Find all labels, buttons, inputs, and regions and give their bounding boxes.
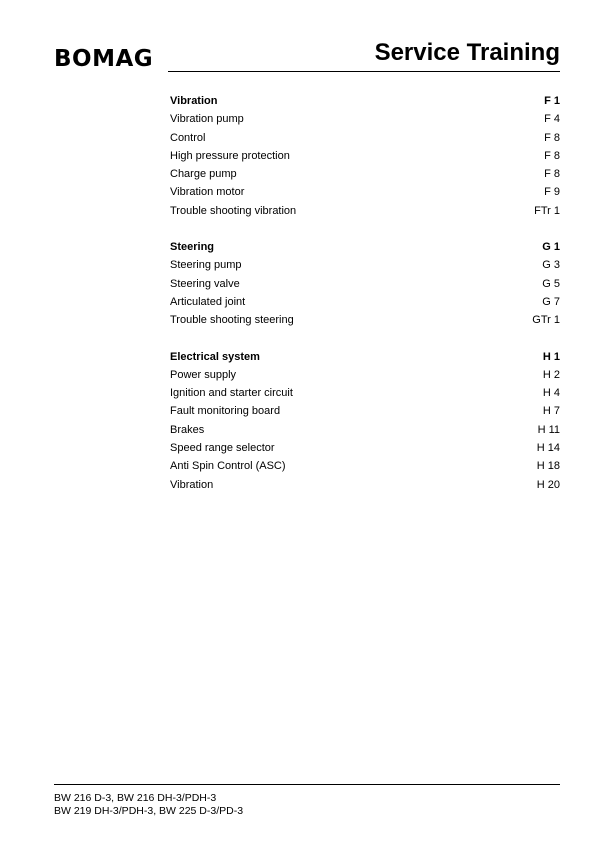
toc-entry-page: H 11 bbox=[537, 423, 560, 436]
toc-section-electrical bbox=[170, 348, 560, 494]
footer-divider bbox=[54, 784, 560, 785]
toc-entry-label: Vibration motor bbox=[170, 186, 245, 199]
toc-entry-page: F 4 bbox=[544, 113, 560, 126]
toc-heading-label: Steering bbox=[170, 241, 215, 254]
toc-entry-page: G 3 bbox=[542, 259, 560, 272]
toc-entry-page: FTr 1 bbox=[534, 204, 560, 217]
toc-entry-label: Steering pump bbox=[170, 259, 242, 272]
toc-entry-label: Trouble shooting steering bbox=[170, 314, 294, 327]
toc-entry[interactable] bbox=[170, 183, 560, 201]
toc-entry[interactable] bbox=[170, 457, 560, 475]
toc-heading[interactable] bbox=[170, 348, 560, 366]
toc-entry[interactable] bbox=[170, 402, 560, 420]
toc-entry[interactable] bbox=[170, 421, 560, 439]
footer-models bbox=[54, 792, 243, 817]
toc-entry-page: H 20 bbox=[536, 478, 560, 491]
toc-entry-label: Articulated joint bbox=[170, 295, 246, 308]
toc-heading-label: Electrical system bbox=[170, 350, 260, 363]
toc-entry[interactable] bbox=[170, 129, 560, 147]
toc-entry-page: G 5 bbox=[542, 277, 560, 290]
toc-entry[interactable] bbox=[170, 293, 560, 311]
toc-entry-label: Fault monitoring board bbox=[170, 405, 281, 418]
toc-entry-page: H 2 bbox=[542, 368, 560, 381]
toc-heading-page: F 1 bbox=[544, 95, 560, 107]
toc-entry-page: H 14 bbox=[536, 442, 560, 455]
toc-entry[interactable] bbox=[170, 384, 560, 402]
toc-entry-page: F 9 bbox=[544, 186, 560, 199]
toc-entry[interactable] bbox=[170, 366, 560, 384]
toc-entry-page: G 7 bbox=[542, 295, 560, 308]
toc-heading-page: H 1 bbox=[542, 350, 560, 363]
toc-entry-page: F 8 bbox=[544, 131, 560, 144]
toc-entry[interactable] bbox=[170, 256, 560, 274]
toc-entry[interactable] bbox=[170, 476, 560, 494]
toc-heading[interactable] bbox=[170, 238, 560, 256]
toc-entry-page: H 18 bbox=[536, 460, 560, 473]
toc-entry[interactable] bbox=[170, 311, 560, 329]
toc-entry-label: Brakes bbox=[170, 423, 205, 436]
toc-entry-label: Speed range selector bbox=[170, 442, 275, 455]
toc-entry[interactable] bbox=[170, 439, 560, 457]
page-title: Service Training bbox=[374, 39, 560, 66]
toc-entry-label: Steering valve bbox=[170, 277, 240, 290]
toc-entry-label: Power supply bbox=[170, 368, 237, 381]
toc-entry-label: Ignition and starter circuit bbox=[170, 387, 293, 400]
toc-entry-label: High pressure protection bbox=[170, 149, 290, 162]
toc-entry[interactable] bbox=[170, 147, 560, 165]
toc-entry-label: Trouble shooting vibration bbox=[170, 204, 297, 217]
toc-section-steering bbox=[170, 238, 560, 329]
toc-entry[interactable] bbox=[170, 202, 560, 220]
footer-line: BW 219 DH-3/PDH-3, BW 225 D-3/PD-3 bbox=[54, 804, 244, 817]
toc-entry-label: Control bbox=[170, 131, 206, 144]
toc-entry-label: Vibration bbox=[170, 478, 214, 491]
toc-entry-page: GTr 1 bbox=[532, 314, 560, 327]
bomag-logo: BOMAG bbox=[54, 46, 154, 72]
toc-entry-page: F 8 bbox=[544, 149, 560, 162]
toc-entry-label: Anti Spin Control (ASC) bbox=[170, 460, 286, 473]
toc-heading-page: G 1 bbox=[542, 241, 560, 254]
toc-entry-page: H 4 bbox=[542, 387, 560, 400]
toc-entry-label: Charge pump bbox=[170, 168, 237, 181]
footer-line: BW 216 D-3, BW 216 DH-3/PDH-3 bbox=[54, 792, 217, 804]
toc-section-vibration bbox=[170, 92, 560, 220]
toc-entry[interactable] bbox=[170, 110, 560, 128]
toc-entry-page: F 8 bbox=[544, 168, 560, 181]
toc-heading[interactable] bbox=[170, 92, 560, 110]
header-divider bbox=[168, 71, 560, 72]
toc-entry-label: Vibration pump bbox=[170, 113, 244, 126]
toc-entry[interactable] bbox=[170, 165, 560, 183]
toc-heading-label: Vibration bbox=[170, 95, 218, 107]
toc-entry[interactable] bbox=[170, 275, 560, 293]
toc-entry-page: H 7 bbox=[542, 405, 560, 418]
table-of-contents bbox=[170, 92, 560, 512]
